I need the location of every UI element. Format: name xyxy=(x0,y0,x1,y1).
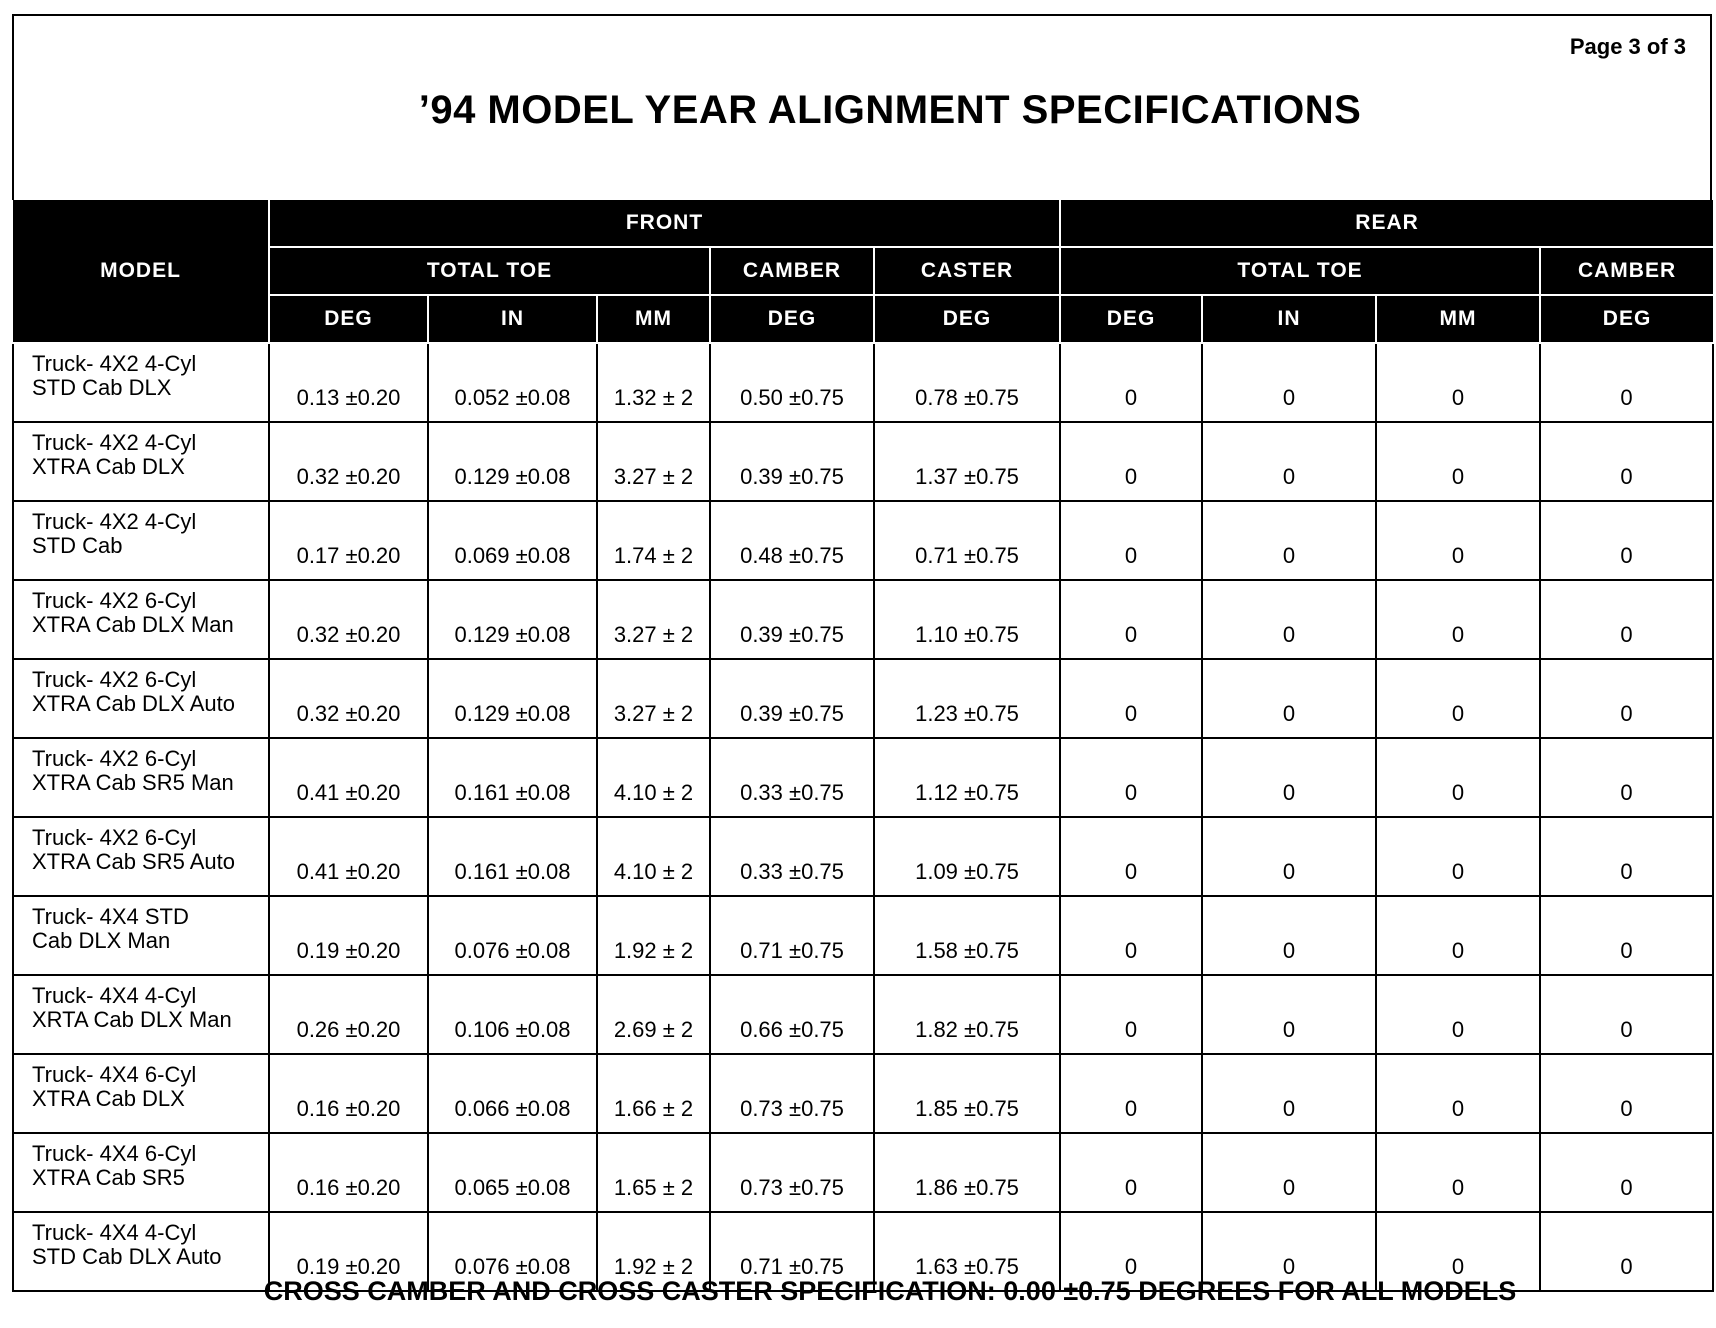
value-cell: 0 xyxy=(1060,343,1202,422)
value-cell: 1.85 ±0.75 xyxy=(874,1054,1060,1133)
value-cell: 1.66 ± 2 xyxy=(597,1054,710,1133)
model-line: Truck- 4X4 4-Cyl xyxy=(32,983,197,1008)
table-row xyxy=(13,817,1713,896)
value-cell: 0.71 ±0.75 xyxy=(710,896,874,975)
header-rear-toe-in: IN xyxy=(1202,295,1376,343)
value-cell: 0.065 ±0.08 xyxy=(428,1133,597,1212)
value-cell: 0 xyxy=(1060,501,1202,580)
value-cell: 0 xyxy=(1060,580,1202,659)
model-line: Truck- 4X2 6-Cyl xyxy=(32,588,197,613)
value-cell: 0.50 ±0.75 xyxy=(710,343,874,422)
table-row xyxy=(13,975,1713,1054)
model-line: STD Cab DLX Auto xyxy=(32,1244,222,1269)
value-cell: 0.71 ±0.75 xyxy=(710,1212,874,1291)
model-line: STD Cab xyxy=(32,533,123,558)
model-line: Truck- 4X4 6-Cyl xyxy=(32,1062,197,1087)
value-cell: 0.161 ±0.08 xyxy=(428,738,597,817)
value-cell: 0 xyxy=(1202,501,1376,580)
value-cell: 0.19 ±0.20 xyxy=(269,896,428,975)
header-front-toe-deg: DEG xyxy=(269,295,428,343)
value-cell: 0 xyxy=(1060,817,1202,896)
value-cell: 0 xyxy=(1376,975,1540,1054)
model-line: XTRA Cab DLX Man xyxy=(32,612,234,637)
model-line: XTRA Cab DLX xyxy=(32,1086,185,1111)
header-rear: REAR xyxy=(1060,200,1713,247)
value-cell: 0.39 ±0.75 xyxy=(710,422,874,501)
value-cell: 0.32 ±0.20 xyxy=(269,422,428,501)
value-cell: 0.106 ±0.08 xyxy=(428,975,597,1054)
value-cell: 1.12 ±0.75 xyxy=(874,738,1060,817)
table-row xyxy=(13,738,1713,817)
value-cell: 0.129 ±0.08 xyxy=(428,659,597,738)
value-cell: 0 xyxy=(1202,975,1376,1054)
model-line: Cab DLX Man xyxy=(32,928,171,953)
value-cell: 0 xyxy=(1376,1133,1540,1212)
table-row xyxy=(13,659,1713,738)
value-cell: 0.33 ±0.75 xyxy=(710,817,874,896)
value-cell: 0 xyxy=(1376,1212,1540,1291)
table-row xyxy=(13,422,1713,501)
value-cell: 0.32 ±0.20 xyxy=(269,580,428,659)
alignment-spec-table xyxy=(12,200,1714,1292)
value-cell: 0 xyxy=(1060,738,1202,817)
value-cell: 1.37 ±0.75 xyxy=(874,422,1060,501)
value-cell: 1.92 ± 2 xyxy=(597,1212,710,1291)
header-front-toe-in: IN xyxy=(428,295,597,343)
value-cell: 0 xyxy=(1376,580,1540,659)
value-cell: 0 xyxy=(1540,1212,1713,1291)
header-front-total-toe: TOTAL TOE xyxy=(269,247,710,295)
value-cell: 0.66 ±0.75 xyxy=(710,975,874,1054)
value-cell: 0 xyxy=(1060,1133,1202,1212)
value-cell: 0 xyxy=(1376,738,1540,817)
value-cell: 0 xyxy=(1202,1054,1376,1133)
value-cell: 0.17 ±0.20 xyxy=(269,501,428,580)
table-row xyxy=(13,501,1713,580)
value-cell: 0.48 ±0.75 xyxy=(710,501,874,580)
model-line: XTRA Cab DLX Auto xyxy=(32,691,235,716)
model-line: Truck- 4X2 4-Cyl xyxy=(32,509,197,534)
model-cell xyxy=(13,422,269,501)
model-line: Truck- 4X2 6-Cyl xyxy=(32,825,197,850)
value-cell: 0.19 ±0.20 xyxy=(269,1212,428,1291)
header-front-caster: CASTER xyxy=(874,247,1060,295)
value-cell: 0 xyxy=(1376,817,1540,896)
value-cell: 0 xyxy=(1202,1133,1376,1212)
model-line: Truck- 4X4 STD xyxy=(32,904,189,929)
model-line: Truck- 4X4 6-Cyl xyxy=(32,1141,197,1166)
value-cell: 0 xyxy=(1376,501,1540,580)
table-body xyxy=(13,343,1713,1291)
value-cell: 0 xyxy=(1540,975,1713,1054)
value-cell: 0 xyxy=(1540,580,1713,659)
value-cell: 0 xyxy=(1202,817,1376,896)
value-cell: 0 xyxy=(1202,896,1376,975)
value-cell: 0 xyxy=(1202,738,1376,817)
value-cell: 0.41 ±0.20 xyxy=(269,738,428,817)
value-cell: 0 xyxy=(1540,343,1713,422)
value-cell: 0.13 ±0.20 xyxy=(269,343,428,422)
value-cell: 0 xyxy=(1202,659,1376,738)
value-cell: 0 xyxy=(1060,1054,1202,1133)
value-cell: 0 xyxy=(1540,659,1713,738)
table-row xyxy=(13,343,1713,422)
value-cell: 3.27 ± 2 xyxy=(597,422,710,501)
value-cell: 0.076 ±0.08 xyxy=(428,896,597,975)
value-cell: 0 xyxy=(1540,1054,1713,1133)
value-cell: 0 xyxy=(1376,343,1540,422)
table-row xyxy=(13,896,1713,975)
value-cell: 0 xyxy=(1060,975,1202,1054)
value-cell: 4.10 ± 2 xyxy=(597,817,710,896)
header-front: FRONT xyxy=(269,200,1060,247)
model-cell xyxy=(13,975,269,1054)
model-cell xyxy=(13,343,269,422)
model-line: Truck- 4X2 6-Cyl xyxy=(32,667,197,692)
value-cell: 1.23 ±0.75 xyxy=(874,659,1060,738)
model-cell xyxy=(13,1054,269,1133)
value-cell: 0 xyxy=(1202,580,1376,659)
header-rear-camber: CAMBER xyxy=(1540,247,1713,295)
value-cell: 0 xyxy=(1540,501,1713,580)
model-cell xyxy=(13,896,269,975)
value-cell: 0 xyxy=(1202,422,1376,501)
model-cell xyxy=(13,738,269,817)
value-cell: 0 xyxy=(1376,659,1540,738)
value-cell: 1.63 ±0.75 xyxy=(874,1212,1060,1291)
value-cell: 0.33 ±0.75 xyxy=(710,738,874,817)
value-cell: 0.39 ±0.75 xyxy=(710,580,874,659)
table-row xyxy=(13,1133,1713,1212)
value-cell: 0.26 ±0.20 xyxy=(269,975,428,1054)
table-row xyxy=(13,1054,1713,1133)
value-cell: 0 xyxy=(1540,422,1713,501)
value-cell: 0.16 ±0.20 xyxy=(269,1133,428,1212)
model-line: XTRA Cab SR5 Man xyxy=(32,770,234,795)
value-cell: 0.052 ±0.08 xyxy=(428,343,597,422)
header-rear-camber-deg: DEG xyxy=(1540,295,1713,343)
value-cell: 0.129 ±0.08 xyxy=(428,422,597,501)
header-front-camber: CAMBER xyxy=(710,247,874,295)
value-cell: 0.71 ±0.75 xyxy=(874,501,1060,580)
header-rear-toe-deg: DEG xyxy=(1060,295,1202,343)
value-cell: 3.27 ± 2 xyxy=(597,580,710,659)
header-front-camber-deg: DEG xyxy=(710,295,874,343)
value-cell: 0 xyxy=(1060,1212,1202,1291)
model-cell xyxy=(13,580,269,659)
value-cell: 0 xyxy=(1060,659,1202,738)
value-cell: 0 xyxy=(1540,738,1713,817)
model-cell xyxy=(13,659,269,738)
model-line: STD Cab DLX xyxy=(32,375,172,400)
model-cell xyxy=(13,501,269,580)
model-line: XTRA Cab SR5 Auto xyxy=(32,849,235,874)
value-cell: 0 xyxy=(1376,896,1540,975)
table-row xyxy=(13,580,1713,659)
value-cell: 1.92 ± 2 xyxy=(597,896,710,975)
value-cell: 0.076 ±0.08 xyxy=(428,1212,597,1291)
model-cell xyxy=(13,1133,269,1212)
header-rear-total-toe: TOTAL TOE xyxy=(1060,247,1540,295)
value-cell: 0.78 ±0.75 xyxy=(874,343,1060,422)
value-cell: 0.069 ±0.08 xyxy=(428,501,597,580)
model-line: Truck- 4X2 6-Cyl xyxy=(32,746,197,771)
value-cell: 0 xyxy=(1202,1212,1376,1291)
value-cell: 0 xyxy=(1540,817,1713,896)
value-cell: 0 xyxy=(1060,896,1202,975)
model-line: XRTA Cab DLX Man xyxy=(32,1007,232,1032)
value-cell: 0 xyxy=(1540,896,1713,975)
value-cell: 2.69 ± 2 xyxy=(597,975,710,1054)
footer-note: CROSS CAMBER AND CROSS CASTER SPECIFICATION: 0.00 ±0.75 DEGREES FOR ALL MODELS xyxy=(263,1276,1517,1306)
model-line: Truck- 4X2 4-Cyl xyxy=(32,430,197,455)
value-cell: 4.10 ± 2 xyxy=(597,738,710,817)
header-rear-toe-mm: MM xyxy=(1376,295,1540,343)
value-cell: 0.73 ±0.75 xyxy=(710,1133,874,1212)
model-cell xyxy=(13,817,269,896)
value-cell: 0 xyxy=(1060,422,1202,501)
value-cell: 0 xyxy=(1540,1133,1713,1212)
value-cell: 0.73 ±0.75 xyxy=(710,1054,874,1133)
value-cell: 1.86 ±0.75 xyxy=(874,1133,1060,1212)
value-cell: 0 xyxy=(1376,1054,1540,1133)
page-title: ’94 MODEL YEAR ALIGNMENT SPECIFICATIONS xyxy=(418,88,1362,132)
value-cell: 1.32 ± 2 xyxy=(597,343,710,422)
page-number: Page 3 of 3 xyxy=(1569,34,1686,59)
value-cell: 0 xyxy=(1376,422,1540,501)
model-line: Truck- 4X2 4-Cyl xyxy=(32,351,197,376)
model-line: Truck- 4X4 4-Cyl xyxy=(32,1220,197,1245)
value-cell: 1.65 ± 2 xyxy=(597,1133,710,1212)
value-cell: 0.066 ±0.08 xyxy=(428,1054,597,1133)
value-cell: 3.27 ± 2 xyxy=(597,659,710,738)
header-model: MODEL xyxy=(13,200,269,343)
value-cell: 0.129 ±0.08 xyxy=(428,580,597,659)
value-cell: 0.39 ±0.75 xyxy=(710,659,874,738)
header-front-toe-mm: MM xyxy=(597,295,710,343)
model-line: XTRA Cab DLX xyxy=(32,454,185,479)
value-cell: 1.82 ±0.75 xyxy=(874,975,1060,1054)
value-cell: 0.32 ±0.20 xyxy=(269,659,428,738)
header-front-caster-deg: DEG xyxy=(874,295,1060,343)
value-cell: 1.74 ± 2 xyxy=(597,501,710,580)
value-cell: 0 xyxy=(1202,343,1376,422)
value-cell: 0.41 ±0.20 xyxy=(269,817,428,896)
value-cell: 1.58 ±0.75 xyxy=(874,896,1060,975)
value-cell: 1.10 ±0.75 xyxy=(874,580,1060,659)
value-cell: 1.09 ±0.75 xyxy=(874,817,1060,896)
value-cell: 0.16 ±0.20 xyxy=(269,1054,428,1133)
value-cell: 0.161 ±0.08 xyxy=(428,817,597,896)
model-line: XTRA Cab SR5 xyxy=(32,1165,185,1190)
